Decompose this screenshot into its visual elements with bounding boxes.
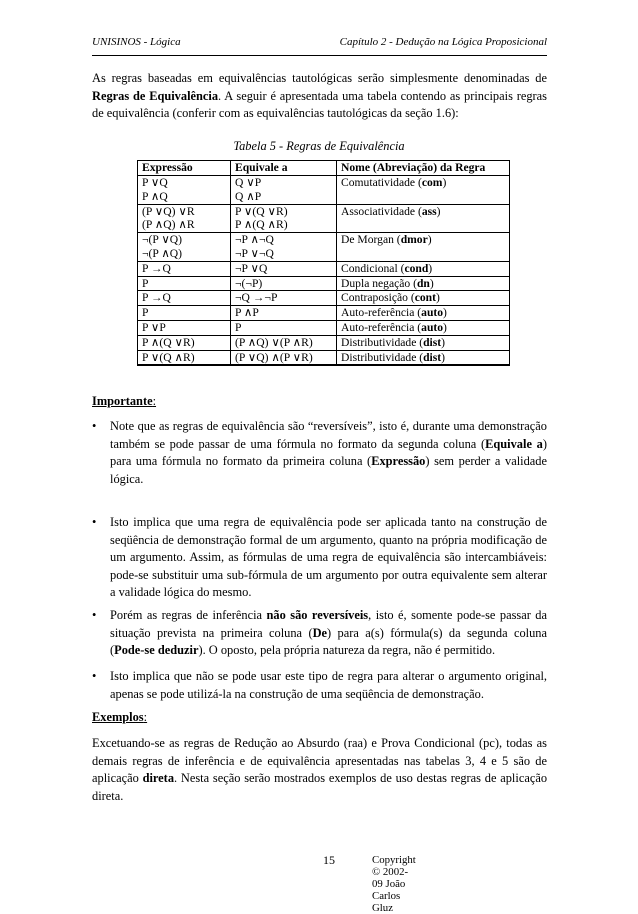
header-equivale: Equivale a — [231, 161, 337, 176]
expression-line: (P ∧Q) ∧R — [142, 218, 195, 232]
exemplos-colon: : — [143, 710, 148, 724]
page-header — [92, 36, 547, 52]
table-row — [138, 350, 510, 365]
exemplos-heading — [92, 710, 147, 725]
bullet-1-bold-b: Expressão — [371, 454, 426, 468]
header-divider — [92, 55, 547, 56]
bullet-icon: • — [92, 419, 97, 433]
rule-name: De Morgan ( — [341, 233, 401, 247]
cell-expression — [138, 291, 231, 306]
table-row — [138, 204, 510, 233]
header-right: Capítulo 2 - Dedução na Lógica Proposicional — [339, 36, 547, 48]
cell-rule-name — [337, 204, 510, 233]
expression-line: P ∨Q — [142, 176, 168, 189]
rule-abbreviation: auto — [421, 320, 444, 334]
equivalent-line: P ∧P — [235, 306, 259, 320]
bullet-text-4: Isto implica que não se pode usar este tipo de regra para alterar o argumento original, apenas se pode utilizá-la na construção de uma seqüência de demonstração. — [110, 669, 547, 701]
cell-rule-name — [337, 291, 510, 306]
equivalent-line: (P ∨Q) ∧(P ∨R) — [235, 350, 313, 364]
header-nome: Nome (Abreviação) da Regra — [337, 161, 510, 176]
cell-equivalent — [231, 320, 337, 335]
cell-rule-name — [337, 306, 510, 321]
exemplos-paragraph — [92, 735, 547, 805]
cell-expression — [138, 306, 231, 321]
cell-rule-name — [337, 350, 510, 365]
cell-expression — [138, 320, 231, 335]
rule-name: Distributividade ( — [341, 350, 424, 364]
exemplos-text-1: Excetuando-se as regras de Redução ao Absurdo (raa) e Prova Condicional (pc), todas as demais regras de inferência e de equivalência apresentadas nas tabelas 3, 4 e 5 são de aplicação — [92, 736, 547, 785]
rule-close-paren: ) — [443, 306, 447, 320]
cell-equivalent — [231, 335, 337, 350]
bullet-1-text-a: Note que as regras de equivalência são “reversíveis”, isto é, durante uma demonstração também se pode passar de uma fórmula no formato da segunda coluna ( — [110, 419, 547, 451]
importante-heading — [92, 394, 156, 409]
bullet-3-bold-a: não são reversíveis — [266, 608, 369, 622]
equivalent-line: P ∨(Q ∨R) — [235, 204, 288, 218]
table-body — [138, 176, 510, 366]
cell-rule-name — [337, 233, 510, 262]
rule-name: Auto-referência ( — [341, 306, 422, 320]
cell-equivalent — [231, 233, 337, 262]
cell-expression — [138, 335, 231, 350]
bullet-3-text-c: ) para a(s) fórmula(s) da segunda coluna ( — [110, 625, 547, 657]
expression-line: P →Q — [142, 261, 171, 275]
exemplos-title: Exemplos — [92, 710, 144, 724]
cell-expression — [138, 233, 231, 262]
bullet-text-1 — [110, 418, 547, 488]
bullet-text-2: Isto implica que uma regra de equivalência pode ser aplicada tanto na construção de seqüência de demonstração formal de um argumento, quanto na própria modificação de um argumento. Assim, as fórmulas de uma regra de equivalência são intercambiáveis: pode-se substituir uma sub-fórmula de um argumento por outra equivalente sem alterar a validade lógica do mesmo. — [110, 515, 547, 599]
exemplos-text-2: . Nesta seção serão mostrados exemplos de uso destas regras de aplicação direta. — [92, 771, 548, 803]
rule-abbreviation: cond — [404, 261, 429, 275]
rule-close-paren: ) — [428, 261, 433, 275]
rule-name: Condicional ( — [341, 261, 405, 275]
intro-paragraph — [92, 70, 547, 123]
expression-line: P →Q — [142, 291, 171, 305]
cell-equivalent — [231, 276, 337, 291]
equivalent-line: (P ∧Q) ∨(P ∧R) — [235, 335, 313, 349]
bullet-icon: • — [92, 608, 97, 622]
expression-line: P — [142, 306, 149, 320]
expression-line: (P ∨Q) ∨R — [142, 204, 195, 218]
rule-name: Distributividade ( — [341, 335, 424, 349]
table-row — [138, 233, 510, 262]
table-row — [138, 335, 510, 350]
table-row — [138, 276, 510, 291]
expression-line: ¬(P ∨Q) — [142, 233, 183, 247]
importante-colon: : — [152, 394, 157, 408]
cell-equivalent — [231, 291, 337, 306]
rule-close-paren: ) — [436, 204, 441, 218]
rule-abbreviation: auto — [421, 306, 444, 320]
cell-equivalent — [231, 176, 337, 205]
rule-abbreviation: dist — [423, 350, 442, 364]
rule-close-paren: ) — [427, 233, 432, 247]
rule-name: Contraposição ( — [341, 291, 415, 305]
cell-equivalent — [231, 350, 337, 365]
intro-bold-term: Regras de Equivalência — [92, 88, 219, 103]
equivalent-line: ¬P ∨¬Q — [235, 246, 274, 260]
header-expressao: Expressão — [138, 161, 231, 176]
equivalent-line: ¬P ∨Q — [235, 261, 268, 275]
table-row — [138, 306, 510, 321]
rule-close-paren: ) — [443, 320, 447, 334]
table-row — [138, 176, 510, 205]
cell-expression — [138, 176, 231, 205]
bullet-3-bold-b: De — [312, 625, 328, 640]
header-left: UNISINOS - Lógica — [92, 36, 181, 48]
bullet-1-text-c: ) sem perder a validade lógica. — [110, 454, 547, 486]
rule-close-paren: ) — [436, 291, 440, 305]
equivalent-line: Q ∨P — [235, 176, 262, 189]
bullet-1-text-b: ) para uma fórmula no formato da primeira coluna ( — [110, 436, 547, 468]
importante-title: Importante — [92, 394, 153, 408]
copyright-notice: Copyright © 2002-09 João Carlos Gluz — [372, 854, 416, 914]
equivalent-line: ¬Q →¬P — [235, 291, 278, 305]
cell-rule-name — [337, 276, 510, 291]
rule-abbreviation: dmor — [400, 233, 428, 247]
rule-close-paren: ) — [442, 176, 447, 189]
rule-name: Associatividade ( — [341, 204, 422, 218]
bullet-text-3 — [110, 607, 547, 660]
cell-equivalent — [231, 204, 337, 233]
equivalent-line: P — [235, 320, 242, 334]
expression-line: P ∨P — [142, 320, 166, 334]
table-row — [138, 291, 510, 306]
cell-expression — [138, 204, 231, 233]
equivalence-rules-table — [137, 160, 510, 366]
bullet-3-text-b: , isto é, somente pode-se passar da situação prevista na primeira coluna ( — [110, 608, 547, 640]
equivalent-line: ¬P ∧¬Q — [235, 233, 274, 247]
equivalent-line: Q ∧P — [235, 189, 262, 203]
table-row — [138, 320, 510, 335]
equivalent-line: ¬(¬P) — [235, 276, 263, 290]
cell-rule-name — [337, 320, 510, 335]
cell-expression — [138, 350, 231, 365]
rule-abbreviation: dn — [416, 276, 430, 290]
cell-equivalent — [231, 306, 337, 321]
expression-line: P ∧(Q ∨R) — [142, 335, 195, 349]
cell-rule-name — [337, 335, 510, 350]
cell-expression — [138, 261, 231, 276]
bullet-3-text-d: ). O oposto, pela própria natureza da regra, não é permitido. — [198, 643, 496, 657]
expression-line: ¬(P ∧Q) — [142, 246, 183, 260]
table-row — [138, 261, 510, 276]
cell-equivalent — [231, 261, 337, 276]
cell-rule-name — [337, 261, 510, 276]
table-caption: Tabela 5 - Regras de Equivalência — [233, 139, 405, 153]
rule-abbreviation: cont — [414, 291, 436, 305]
rule-close-paren: ) — [441, 335, 446, 349]
expression-line: P ∧Q — [142, 189, 168, 203]
rule-name: Auto-referência ( — [341, 320, 422, 334]
intro-text-2: . A seguir é apresentada uma tabela contendo as principais regras de equivalência (conferir com as equivalências tautológicas da seção 1.6): — [92, 88, 547, 120]
rule-name: Dupla negação ( — [341, 276, 417, 290]
cell-expression — [138, 276, 231, 291]
rule-abbreviation: dist — [423, 335, 442, 349]
bullet-3-bold-c: Pode-se deduzir — [114, 643, 199, 657]
rule-abbreviation: ass — [421, 204, 437, 218]
rule-name: Comutatividade ( — [341, 176, 422, 189]
equivalent-line: P ∧(Q ∧R) — [235, 218, 288, 232]
rule-abbreviation: com — [421, 176, 443, 189]
bullet-icon: • — [92, 669, 97, 683]
intro-text-1: As regras baseadas em equivalências tautológicas serão simplesmente denominadas de — [92, 71, 547, 85]
rule-close-paren: ) — [429, 276, 434, 290]
rule-close-paren: ) — [441, 350, 446, 364]
expression-line: P — [142, 276, 149, 290]
bullet-3-text-a: Porém as regras de inferência — [110, 608, 267, 622]
table-header-row — [138, 161, 510, 176]
bullet-1-bold-a: Equivale a — [485, 436, 543, 451]
cell-rule-name — [337, 176, 510, 205]
exemplos-bold-term: direta — [142, 771, 175, 785]
bullet-icon: • — [92, 515, 97, 529]
page-number: 15 — [323, 853, 335, 867]
expression-line: P ∨(Q ∧R) — [142, 350, 195, 364]
